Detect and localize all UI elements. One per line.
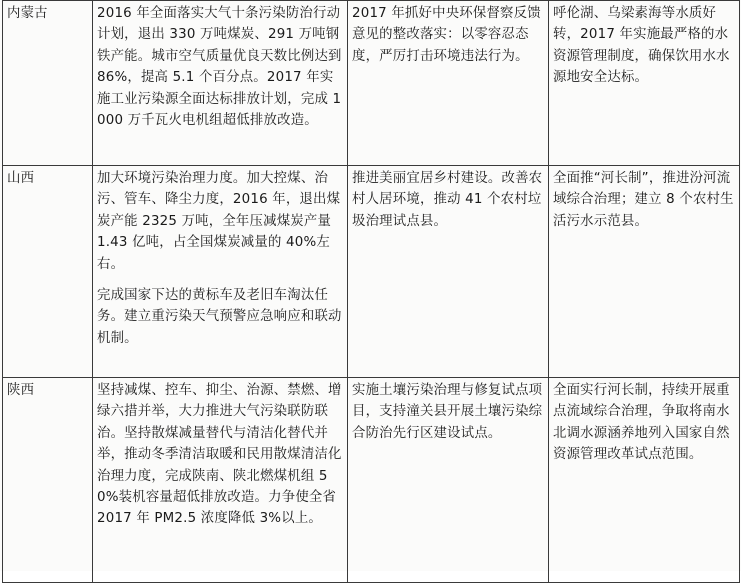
paragraph-gap xyxy=(97,275,343,285)
cell-paragraph: 实施土壤污染治理与修复试点项目，支持潼关县开展土壤污染综合防治先行区建设试点。 xyxy=(352,383,543,441)
cell-paragraph: 2016 年全面落实大气十条污染防治行动计划，退出 330 万吨煤炭、291 万吨钢铁产能。城市空气质量优良天数比例达到 86%，提高 5.1 个百分点。2017 年实施工业污染源全面达标排放计划，完成 1000 万千瓦火电机组超低排放改造。 xyxy=(97,6,342,129)
environment-cell xyxy=(348,166,549,378)
cell-paragraph: 加大环境污染治理力度。加大控煤、治污、管车、降尘力度，2016 年，退出煤炭产能 2325 万吨，全年压减煤炭产量 1.43 亿吨，占全国煤炭减量的 40%左右。 xyxy=(97,171,341,272)
region-cell xyxy=(3,166,93,378)
cell-paragraph: 全面实行河长制，持续开展重点流域综合治理，争取将南水北调水源涵养地列入国家自然资源管理改革试点范围。 xyxy=(553,383,730,463)
cell-paragraph: 全面推“河长制”，推进汾河流域综合治理；建立 8 个农村生活污水示范县。 xyxy=(553,171,734,229)
region-cell xyxy=(3,1,93,166)
cell-paragraph: 完成国家下达的黄标车及老旧车淘汰任务。建立重污染天气预警应急响应和联动机制。 xyxy=(97,288,342,346)
water-cell xyxy=(549,1,740,166)
water-cell xyxy=(549,166,740,378)
environment-cell xyxy=(348,1,549,166)
table-row xyxy=(3,1,740,166)
region-cell xyxy=(3,378,93,583)
cell-paragraph: 呼伦湖、乌梁素海等水质好转，2017 年实施最严格的水资源管理制度，确保饮用水水源地安全达标。 xyxy=(553,6,730,86)
policy-table xyxy=(2,0,740,583)
region-name: 山西 xyxy=(7,171,35,186)
table-row xyxy=(3,166,740,378)
cell-paragraph: 2017 年抓好中央环保督察反馈意见的整改落实：以零容忍态度，严厉打击环境违法行为。 xyxy=(352,6,541,64)
environment-cell xyxy=(348,378,549,583)
air-pollution-cell xyxy=(93,378,348,583)
water-cell xyxy=(549,378,740,583)
cell-paragraph: 推进美丽宜居乡村建设。改善农村人居环境，推动 41 个农村垃圾治理试点县。 xyxy=(352,171,543,229)
cell-paragraph: 坚持减煤、控车、抑尘、治源、禁燃、增绿六措并举，大力推进大气污染联防联治。坚持散煤减量替代与清洁化替代并举，推动冬季清洁取暖和民用散煤清洁化治理力度，完成陕南、陕北燃煤机组 50%装机容量超低排放改造。力争使全省 2017 年 PM2.5 浓度降低 3%以上。 xyxy=(97,383,342,527)
table-row xyxy=(3,378,740,583)
air-pollution-cell xyxy=(93,1,348,166)
region-name: 陕西 xyxy=(7,383,35,398)
air-pollution-cell xyxy=(93,166,348,378)
region-name: 内蒙古 xyxy=(7,6,48,21)
